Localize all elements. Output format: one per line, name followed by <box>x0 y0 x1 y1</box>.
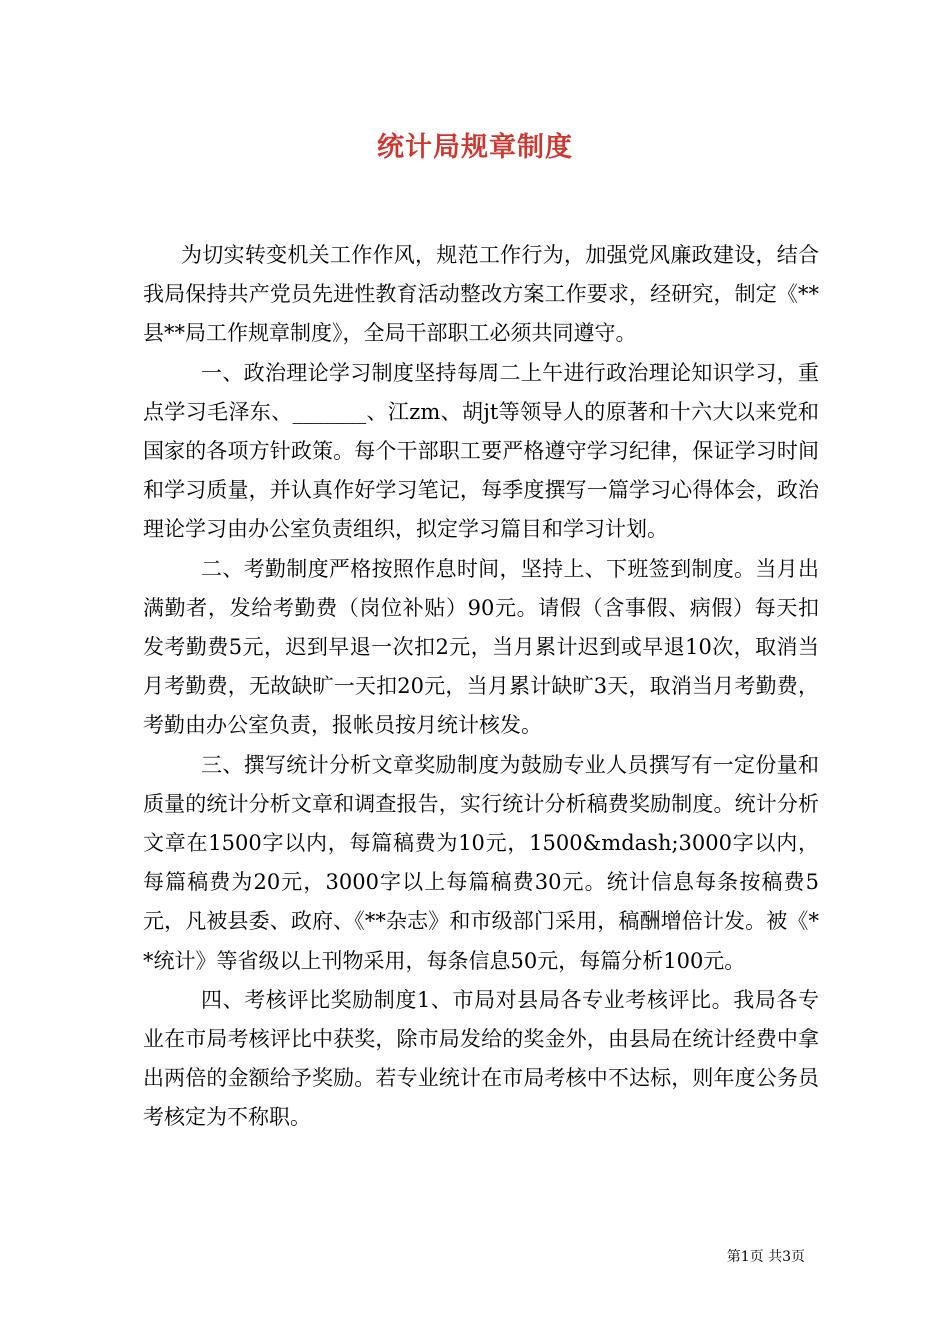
document-body <box>143 236 819 1138</box>
intro-paragraph: 为切实转变机关工作作风，规范工作行为，加强党风廉政建设，结合我局保持共产党员先进性教育活动整改方案工作要求，经研究，制定《**县**局工作规章制度》，全局干部职工必须共同遵守。 <box>143 243 819 346</box>
page-number: 第1页 共3页 <box>726 1249 805 1265</box>
section-2-attendance: 二、考勤制度严格按照作息时间，坚持上、下班签到制度。当月出满勤者，发给考勤费（岗位补贴）90元。请假（含事假、病假）每天扣发考勤费5元，迟到早退一次扣2元，当月累计迟到或早退10次，取消当月考勤费，无故缺旷一天扣20元，当月累计缺旷3天，取消当月考勤费，考勤由办公室负责，报帐员按月统计核发。 <box>143 556 819 738</box>
document-title: 统计局规章制度 <box>377 132 573 163</box>
section-4-evaluation-rewards: 四、考核评比奖励制度1、市局对县局各专业考核评比。我局各专业在市局考核评比中获奖，除市局发给的奖金外，由县局在统计经费中拿出两倍的金额给予奖励。若专业统计在市局考核中不达标，则年度公务员考核定为不称职。 <box>143 987 819 1130</box>
section-1-political-study: 一、政治理论学习制度坚持每周二上午进行政治理论知识学习，重点学习毛泽东、_______、江zm、胡jt等领导人的原著和十六大以来党和国家的各项方针政策。每个干部职工要严格遵守学习纪律，保证学习时间和学习质量，并认真作好学习笔记，每季度撰写一篇学习心得体会，政治理论学习由办公室负责组织，拟定学习篇目和学习计划。 <box>143 360 819 542</box>
section-3-article-rewards: 三、撰写统计分析文章奖励制度为鼓励专业人员撰写有一定份量和质量的统计分析文章和调查报告，实行统计分析稿费奖励制度。统计分析文章在1500字以内，每篇稿费为10元，1500&mdash;3000字以内，每篇稿费为20元，3000字以上每篇稿费30元。统计信息每条按稿费5元，凡被县委、政府、《**杂志》和市级部门采用，稿酬增倍计发。被《**统计》等省级以上刊物采用，每条信息50元，每篇分析100元。 <box>143 752 819 973</box>
